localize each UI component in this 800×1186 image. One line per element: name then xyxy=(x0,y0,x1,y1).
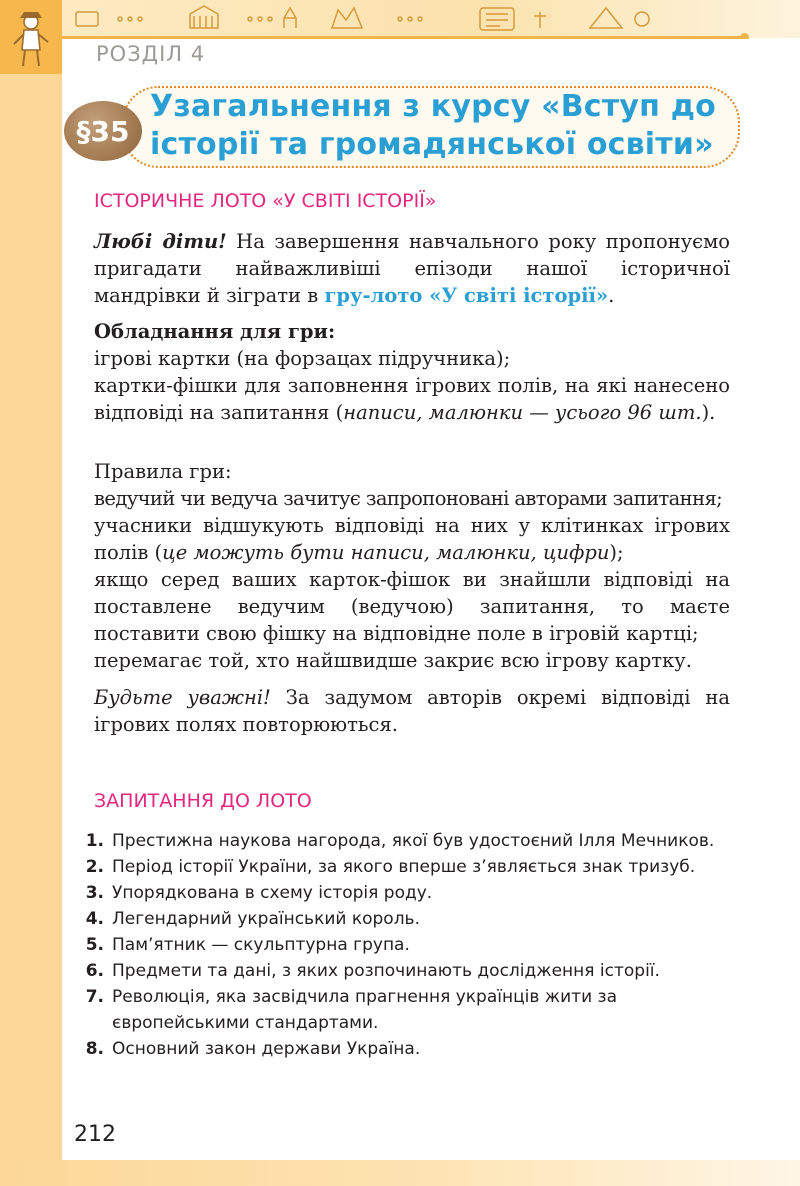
question-number: 3. xyxy=(85,883,104,903)
chapter-corner-tab xyxy=(0,0,62,74)
question-text: Основний закон держави Україна. xyxy=(112,1039,421,1059)
list-item xyxy=(74,984,734,1036)
questions-heading: ЗАПИТАННЯ ДО ЛОТО xyxy=(94,790,312,812)
list-item xyxy=(74,958,734,984)
intro-end: . xyxy=(608,284,615,307)
question-number: 8. xyxy=(85,1039,104,1059)
rule-4: перемагає той, хто найшвидше закриє всю ігрову картку. xyxy=(94,649,692,672)
rule-2-start: учасники відшукують відповіді на них у клітинках ігрових полів ( xyxy=(94,514,730,564)
question-text: Легендарний український король. xyxy=(112,909,420,929)
warning-paragraph xyxy=(94,684,730,738)
equipment-item-2-end: ). xyxy=(701,401,716,424)
page-number: 212 xyxy=(74,1122,116,1147)
question-text: Предмети та дані, з яких розпочинають дослідження історії. xyxy=(112,961,660,981)
equipment-item-1: ігрові картки (на форзацах підручника); xyxy=(94,347,511,370)
rules-block xyxy=(94,458,730,674)
list-item xyxy=(74,906,734,932)
game-name: гру-лото «У світі історії» xyxy=(324,284,609,307)
question-number: 5. xyxy=(85,935,104,955)
question-text: Революція, яка засвідчила прагнення українців жити за європейськими стандартами. xyxy=(112,987,617,1033)
rule-2-end: ); xyxy=(609,541,624,564)
list-item xyxy=(74,880,734,906)
list-item xyxy=(74,828,734,854)
rule-2-italic: це можуть бути написи, малюнки, цифри xyxy=(162,541,610,564)
lotto-heading: ІСТОРИЧНЕ ЛОТО «У СВІТІ ІСТОРІЇ» xyxy=(94,190,437,212)
warning-text: За задумом авторів окремі відповіді на ігрових полях повторюються. xyxy=(94,686,730,736)
bottom-decorative-band xyxy=(0,1160,800,1186)
question-text: Престижна наукова нагорода, якої був удостоєний Ілля Мечников. xyxy=(112,831,715,851)
question-number: 4. xyxy=(85,909,104,929)
list-item xyxy=(74,1036,734,1062)
question-text: Упорядкована в схему історія роду. xyxy=(112,883,433,903)
question-text: Пам’ятник — скульптурна група. xyxy=(112,935,410,955)
paragraph-badge xyxy=(64,101,142,161)
rules-title: Правила гри: xyxy=(94,460,232,483)
warning-italic: Будьте уважні! xyxy=(94,686,271,709)
intro-text: На завершення навчального року пропонуємо пригадати найважливіші епізоди нашої історичної мандрівки й зіграти в xyxy=(94,230,730,307)
question-number: 1. xyxy=(85,831,104,851)
top-decorative-band xyxy=(0,0,800,38)
question-number: 2. xyxy=(85,857,104,877)
questions-list xyxy=(74,828,734,1062)
paragraph-title xyxy=(150,88,720,164)
equipment-item-2-start: картки-фішки для заповнення ігрових полів, на які нанесено відповіді на запитання ( xyxy=(94,374,730,424)
question-text: Період історії України, за якого вперше з’являється знак тризуб. xyxy=(112,857,696,877)
intro-greeting: Любі діти! xyxy=(94,230,227,253)
paragraph-number: §35 xyxy=(76,114,130,148)
list-item xyxy=(74,932,734,958)
title-line-1: Узагальнення з курсу «Вступ до xyxy=(150,89,716,124)
rule-1: ведучий чи ведуча зачитує запропоновані авторами запитання; xyxy=(94,487,723,510)
intro-paragraph xyxy=(94,228,730,309)
rule-3: якщо серед ваших карток-фішок ви знайшли відповіді на поставлене ведучим (ведучою) запитання, то маєте поставити свою фішку на відповідне поле в ігровій картці; xyxy=(94,568,730,645)
explorer-figure-icon xyxy=(10,6,52,68)
equipment-block xyxy=(94,318,730,426)
equipment-item-2-italic: написи, малюнки — усього 96 шт. xyxy=(343,401,702,424)
question-number: 6. xyxy=(85,961,104,981)
question-number: 7. xyxy=(85,987,104,1007)
title-line-2: історії та громадянської освіти» xyxy=(150,127,714,162)
left-margin-strip xyxy=(0,0,62,1186)
equipment-title: Обладнання для гри: xyxy=(94,320,336,343)
section-label: РОЗДІЛ 4 xyxy=(96,42,206,66)
history-icons-ornament xyxy=(70,2,670,34)
list-item xyxy=(74,854,734,880)
